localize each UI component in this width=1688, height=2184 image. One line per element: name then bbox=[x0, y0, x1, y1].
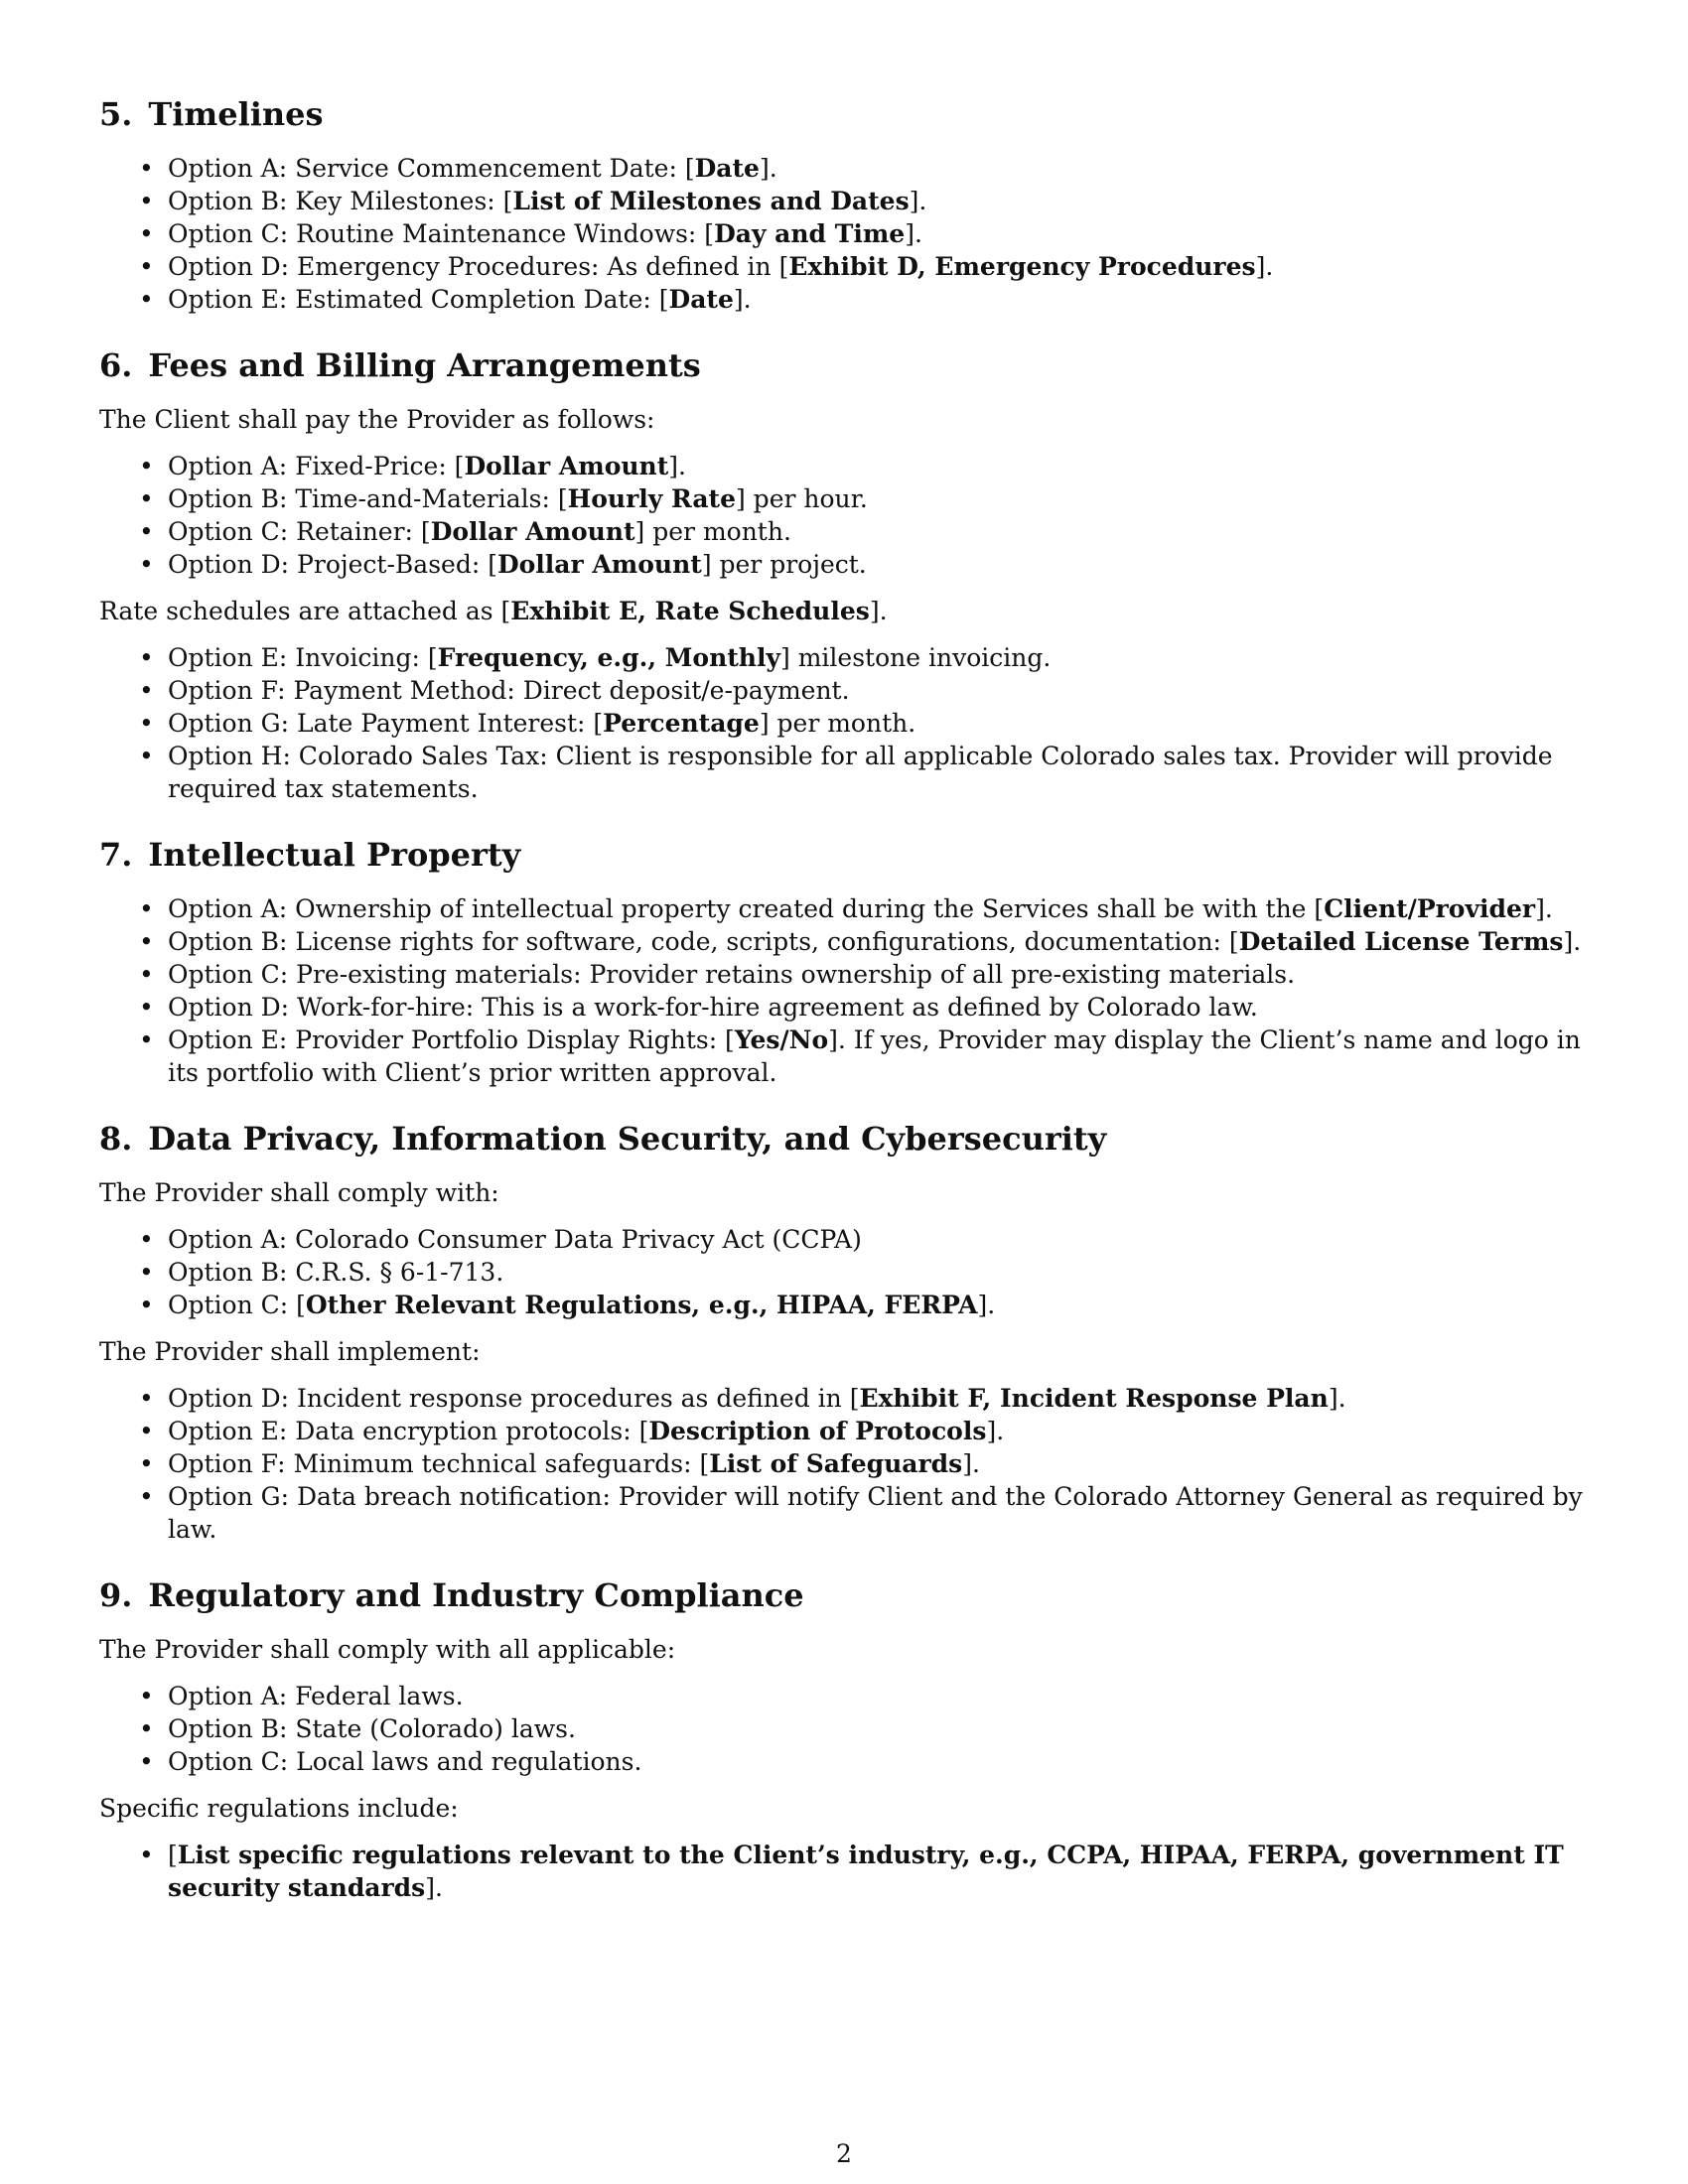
option-list bbox=[99, 892, 1589, 1089]
text-run: Option A: Fixed-Price: [ bbox=[168, 452, 465, 480]
placeholder-field: Dollar Amount bbox=[496, 550, 702, 579]
option-list bbox=[99, 1382, 1589, 1546]
text-run: Option E: Provider Portfolio Display Rights: [ bbox=[168, 1025, 735, 1054]
text-run: ] per project. bbox=[701, 550, 867, 579]
section-8 bbox=[99, 1119, 1589, 1546]
section-7 bbox=[99, 835, 1589, 1089]
text-run: ]. If yes, Provider may display the Client’s name and logo in its portfolio with Client’s prior written approval. bbox=[168, 1025, 1581, 1087]
list-item bbox=[99, 925, 1589, 958]
placeholder-field: Frequency, e.g., Monthly bbox=[437, 643, 781, 672]
list-item bbox=[99, 1256, 1589, 1289]
text-run: Option D: Work-for-hire: This is a work-for-hire agreement as defined by Colorado law. bbox=[168, 993, 1258, 1022]
text-run: ]. bbox=[668, 452, 686, 480]
option-list bbox=[99, 1223, 1589, 1321]
placeholder-field: Percentage bbox=[603, 709, 760, 738]
section-heading bbox=[99, 1575, 1589, 1615]
text-run: Option B: State (Colorado) laws. bbox=[168, 1714, 576, 1743]
text-run: Option B: Time-and-Materials: [ bbox=[168, 484, 568, 513]
list-item bbox=[99, 1745, 1589, 1778]
list-item bbox=[99, 283, 1589, 316]
text-run: The Provider shall implement: bbox=[99, 1337, 481, 1366]
text-run: Specific regulations include: bbox=[99, 1794, 459, 1823]
text-run: Option C: Retainer: [ bbox=[168, 517, 431, 546]
text-run: ]. bbox=[909, 187, 927, 215]
list-item bbox=[99, 185, 1589, 217]
text-run: ]. bbox=[1255, 252, 1274, 281]
text-run: Option E: Invoicing: [ bbox=[168, 643, 438, 672]
section-6 bbox=[99, 345, 1589, 805]
list-item bbox=[99, 641, 1589, 674]
placeholder-field: Exhibit D, Emergency Procedures bbox=[788, 252, 1256, 281]
text-run: Option A: Ownership of intellectual property created during the Services shall be with the [ bbox=[168, 894, 1325, 923]
text-run: Option A: Federal laws. bbox=[168, 1682, 464, 1710]
placeholder-field: Exhibit E, Rate Schedules bbox=[510, 597, 870, 625]
list-item bbox=[99, 152, 1589, 185]
placeholder-field: List of Milestones and Dates bbox=[512, 187, 910, 215]
placeholder-field: Detailed License Terms bbox=[1238, 927, 1564, 956]
list-item bbox=[99, 1447, 1589, 1480]
section-9 bbox=[99, 1575, 1589, 1904]
text-run: ]. bbox=[759, 154, 777, 183]
list-item bbox=[99, 707, 1589, 740]
paragraph bbox=[99, 403, 1589, 436]
section-number: 9. bbox=[99, 1576, 133, 1614]
section-heading bbox=[99, 835, 1589, 875]
page-number: 2 bbox=[836, 2139, 852, 2168]
list-item bbox=[99, 217, 1589, 250]
text-run: ]. bbox=[962, 1449, 980, 1478]
text-run: Option E: Estimated Completion Date: [ bbox=[168, 285, 669, 314]
list-item bbox=[99, 1480, 1589, 1546]
placeholder-field: List specific regulations relevant to the Client’s industry, e.g., CCPA, HIPAA, FERPA, government IT security standards bbox=[168, 1841, 1564, 1902]
list-item bbox=[99, 1223, 1589, 1256]
paragraph bbox=[99, 595, 1589, 627]
text-run: Option C: [ bbox=[168, 1291, 306, 1319]
option-list bbox=[99, 1839, 1589, 1904]
placeholder-field: Yes/No bbox=[734, 1025, 829, 1054]
list-item bbox=[99, 548, 1589, 581]
paragraph bbox=[99, 1633, 1589, 1666]
text-run: Option B: C.R.S. § 6-1-713. bbox=[168, 1258, 504, 1287]
text-run: Option F: Minimum technical safeguards: [ bbox=[168, 1449, 710, 1478]
text-run: Option C: Pre-existing materials: Provider retains ownership of all pre-existing materials. bbox=[168, 960, 1296, 989]
text-run: Option G: Late Payment Interest: [ bbox=[168, 709, 604, 738]
text-run: ] per hour. bbox=[735, 484, 868, 513]
list-item bbox=[99, 1382, 1589, 1415]
placeholder-field: Dollar Amount bbox=[430, 517, 635, 546]
section-number: 7. bbox=[99, 836, 133, 874]
option-list bbox=[99, 1680, 1589, 1778]
text-run: Option F: Payment Method: Direct deposit/e-payment. bbox=[168, 676, 850, 705]
placeholder-field: Description of Protocols bbox=[648, 1417, 987, 1445]
text-run: Option B: Key Milestones: [ bbox=[168, 187, 513, 215]
text-run: ]. bbox=[425, 1873, 443, 1902]
option-list bbox=[99, 641, 1589, 805]
text-run: Option D: Project-Based: [ bbox=[168, 550, 497, 579]
text-run: ]. bbox=[869, 597, 888, 625]
placeholder-field: Day and Time bbox=[714, 219, 906, 248]
list-item bbox=[99, 892, 1589, 925]
placeholder-field: Date bbox=[694, 154, 760, 183]
list-item bbox=[99, 1024, 1589, 1089]
list-item bbox=[99, 450, 1589, 482]
placeholder-field: List of Safeguards bbox=[709, 1449, 963, 1478]
text-run: ]. bbox=[905, 219, 922, 248]
section-title: Timelines bbox=[148, 95, 324, 133]
list-item bbox=[99, 740, 1589, 805]
section-title: Fees and Billing Arrangements bbox=[148, 346, 701, 384]
text-run: ]. bbox=[1535, 894, 1553, 923]
text-run: ] milestone invoicing. bbox=[780, 643, 1052, 672]
text-run: Option C: Routine Maintenance Windows: [ bbox=[168, 219, 715, 248]
section-number: 5. bbox=[99, 95, 133, 133]
text-run: Option C: Local laws and regulations. bbox=[168, 1747, 642, 1776]
placeholder-field: Dollar Amount bbox=[464, 452, 669, 480]
list-item bbox=[99, 1415, 1589, 1447]
option-list bbox=[99, 450, 1589, 581]
placeholder-field: Client/Provider bbox=[1324, 894, 1536, 923]
paragraph bbox=[99, 1792, 1589, 1825]
section-title: Regulatory and Industry Compliance bbox=[148, 1576, 804, 1614]
placeholder-field: Hourly Rate bbox=[567, 484, 736, 513]
text-run: ]. bbox=[733, 285, 752, 314]
document-page bbox=[99, 94, 1589, 1934]
text-run: Option D: Emergency Procedures: As defined in [ bbox=[168, 252, 789, 281]
paragraph bbox=[99, 1335, 1589, 1368]
list-item bbox=[99, 1712, 1589, 1745]
text-run: The Provider shall comply with all applicable: bbox=[99, 1635, 676, 1664]
text-run: Option H: Colorado Sales Tax: Client is responsible for all applicable Colorado sales tax. Provider will provide required tax statements. bbox=[168, 742, 1553, 803]
option-list bbox=[99, 152, 1589, 316]
section-number: 6. bbox=[99, 346, 133, 384]
text-run: ]. bbox=[986, 1417, 1005, 1445]
placeholder-field: Date bbox=[668, 285, 734, 314]
text-run: Option G: Data breach notification: Provider will notify Client and the Colorado Attorney General as required by law. bbox=[168, 1482, 1583, 1544]
section-heading bbox=[99, 345, 1589, 385]
list-item bbox=[99, 1680, 1589, 1712]
list-item bbox=[99, 250, 1589, 283]
text-run: [ bbox=[168, 1841, 178, 1869]
text-run: ] per month. bbox=[634, 517, 791, 546]
list-item bbox=[99, 991, 1589, 1024]
list-item bbox=[99, 515, 1589, 548]
text-run: The Provider shall comply with: bbox=[99, 1178, 499, 1207]
text-run: Option A: Colorado Consumer Data Privacy Act (CCPA) bbox=[168, 1225, 862, 1254]
section-heading bbox=[99, 94, 1589, 134]
list-item bbox=[99, 958, 1589, 991]
text-run: Option E: Data encryption protocols: [ bbox=[168, 1417, 649, 1445]
text-run: ]. bbox=[1563, 927, 1582, 956]
section-5 bbox=[99, 94, 1589, 316]
text-run: Rate schedules are attached as [ bbox=[99, 597, 511, 625]
list-item bbox=[99, 1289, 1589, 1321]
text-run: Option D: Incident response procedures as defined in [ bbox=[168, 1384, 860, 1413]
list-item bbox=[99, 482, 1589, 515]
text-run: ]. bbox=[1328, 1384, 1346, 1413]
text-run: The Client shall pay the Provider as follows: bbox=[99, 405, 655, 434]
placeholder-field: Other Relevant Regulations, e.g., HIPAA, FERPA bbox=[305, 1291, 978, 1319]
text-run: Option A: Service Commencement Date: [ bbox=[168, 154, 695, 183]
section-number: 8. bbox=[99, 1120, 133, 1158]
section-title: Intellectual Property bbox=[148, 836, 521, 874]
section-title: Data Privacy, Information Security, and Cybersecurity bbox=[148, 1120, 1107, 1158]
placeholder-field: Exhibit F, Incident Response Plan bbox=[859, 1384, 1329, 1413]
text-run: ] per month. bbox=[759, 709, 916, 738]
paragraph bbox=[99, 1176, 1589, 1209]
section-heading bbox=[99, 1119, 1589, 1159]
list-item bbox=[99, 674, 1589, 707]
text-run: Option B: License rights for software, code, scripts, configurations, documentation: [ bbox=[168, 927, 1239, 956]
list-item bbox=[99, 1839, 1589, 1904]
text-run: ]. bbox=[977, 1291, 996, 1319]
